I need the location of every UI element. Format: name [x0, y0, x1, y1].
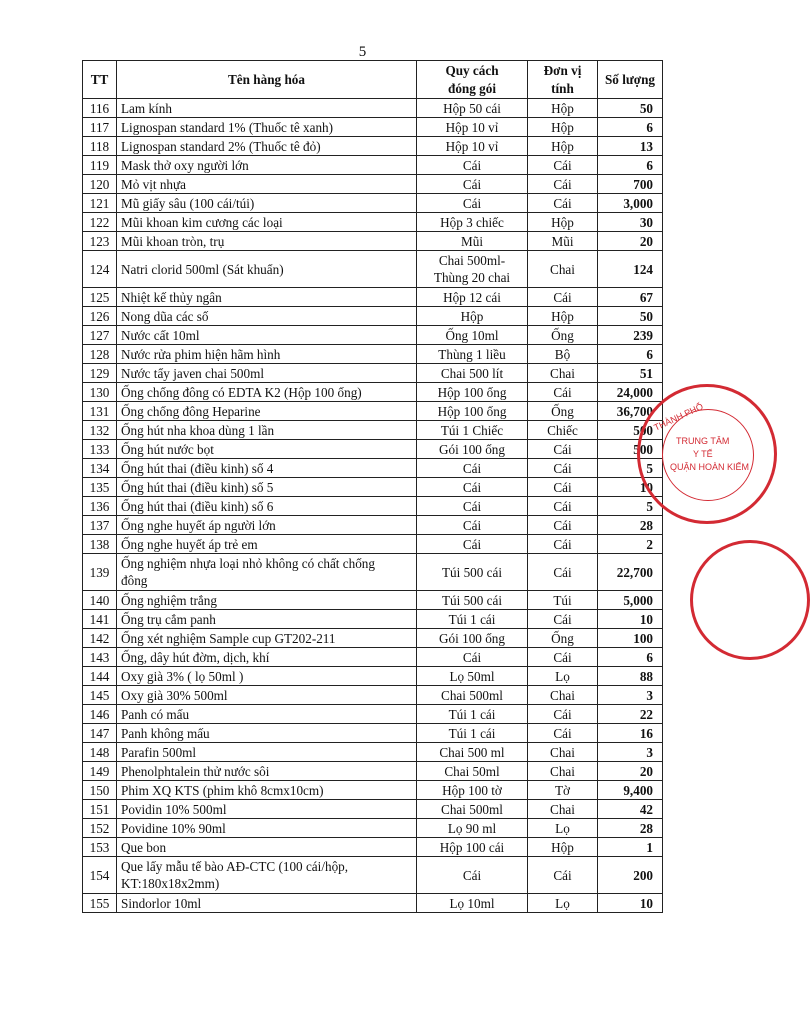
cell-unit: Cái	[528, 194, 598, 213]
cell-packaging: Chai 500 lít	[417, 364, 528, 383]
cell-packaging: Chai 500 ml	[417, 743, 528, 762]
cell-tt: 117	[83, 118, 117, 137]
cell-tt: 140	[83, 591, 117, 610]
cell-quantity: 1	[598, 838, 663, 857]
cell-unit: Cái	[528, 648, 598, 667]
header-quantity: Số lượng	[598, 61, 663, 99]
cell-quantity: 200	[598, 857, 663, 894]
cell-tt: 116	[83, 99, 117, 118]
cell-packaging: Cái	[417, 516, 528, 535]
cell-item-name: Ống xét nghiệm Sample cup GT202-211	[117, 629, 417, 648]
cell-quantity: 22	[598, 705, 663, 724]
table-row	[83, 857, 663, 894]
table-row	[83, 781, 663, 800]
cell-quantity: 67	[598, 288, 663, 307]
cell-unit: Cái	[528, 440, 598, 459]
cell-quantity: 50	[598, 307, 663, 326]
cell-unit: Cái	[528, 705, 598, 724]
table-row	[83, 402, 663, 421]
cell-tt: 143	[83, 648, 117, 667]
cell-quantity: 10	[598, 478, 663, 497]
cell-packaging: Cái	[417, 194, 528, 213]
cell-item-name: Ống hút thai (điều kinh) số 4	[117, 459, 417, 478]
cell-packaging: Túi 1 cái	[417, 705, 528, 724]
cell-quantity: 124	[598, 251, 663, 288]
cell-quantity: 13	[598, 137, 663, 156]
cell-tt: 135	[83, 478, 117, 497]
cell-quantity: 10	[598, 894, 663, 913]
cell-packaging: Hộp 100 ống	[417, 402, 528, 421]
cell-item-name: Lignospan standard 2% (Thuốc tê đỏ)	[117, 137, 417, 156]
cell-unit: Chai	[528, 364, 598, 383]
cell-unit: Bộ	[528, 345, 598, 364]
cell-quantity: 100	[598, 629, 663, 648]
cell-item-name: Sindorlor 10ml	[117, 894, 417, 913]
cell-quantity: 88	[598, 667, 663, 686]
cell-quantity: 42	[598, 800, 663, 819]
header-tt: TT	[83, 61, 117, 99]
cell-item-name: Natri clorid 500ml (Sát khuẩn)	[117, 251, 417, 288]
cell-packaging: Cái	[417, 535, 528, 554]
table-row	[83, 591, 663, 610]
cell-item-name: Lam kính	[117, 99, 417, 118]
cell-quantity: 20	[598, 232, 663, 251]
cell-tt: 128	[83, 345, 117, 364]
cell-item-name: Ống, dây hút đờm, dịch, khí	[117, 648, 417, 667]
cell-tt: 131	[83, 402, 117, 421]
cell-unit: Cái	[528, 383, 598, 402]
table-row	[83, 894, 663, 913]
cell-unit: Chai	[528, 686, 598, 705]
cell-item-name: Mũi khoan kim cương các loại	[117, 213, 417, 232]
cell-unit: Hộp	[528, 118, 598, 137]
cell-packaging: Cái	[417, 857, 528, 894]
table-row	[83, 421, 663, 440]
cell-quantity: 6	[598, 345, 663, 364]
seal-arc-text: THÀNH PHỐ	[652, 401, 705, 433]
cell-packaging: Lọ 50ml	[417, 667, 528, 686]
table-row	[83, 705, 663, 724]
cell-tt: 126	[83, 307, 117, 326]
cell-tt: 118	[83, 137, 117, 156]
cell-unit: Hộp	[528, 213, 598, 232]
cell-tt: 122	[83, 213, 117, 232]
cell-unit: Chai	[528, 762, 598, 781]
cell-quantity: 3	[598, 686, 663, 705]
cell-item-name: Nhiệt kế thủy ngân	[117, 288, 417, 307]
cell-unit: Cái	[528, 554, 598, 591]
table-row	[83, 648, 663, 667]
cell-tt: 130	[83, 383, 117, 402]
cell-packaging: Chai 500ml	[417, 800, 528, 819]
cell-packaging: Hộp 50 cái	[417, 99, 528, 118]
cell-tt: 151	[83, 800, 117, 819]
cell-packaging: Chai 500ml- Thùng 20 chai	[417, 251, 528, 288]
table-row	[83, 516, 663, 535]
cell-quantity: 30	[598, 213, 663, 232]
cell-tt: 148	[83, 743, 117, 762]
cell-tt: 139	[83, 554, 117, 591]
cell-tt: 153	[83, 838, 117, 857]
cell-tt: 146	[83, 705, 117, 724]
cell-packaging: Cái	[417, 478, 528, 497]
cell-quantity: 10	[598, 610, 663, 629]
cell-tt: 145	[83, 686, 117, 705]
cell-quantity: 9,400	[598, 781, 663, 800]
table-row	[83, 326, 663, 345]
cell-packaging: Cái	[417, 175, 528, 194]
cell-quantity: 6	[598, 156, 663, 175]
cell-unit: Cái	[528, 288, 598, 307]
table-row	[83, 497, 663, 516]
cell-quantity: 500	[598, 440, 663, 459]
table-row	[83, 554, 663, 591]
cell-unit: Lọ	[528, 667, 598, 686]
table-row	[83, 686, 663, 705]
cell-item-name: Oxy già 30% 500ml	[117, 686, 417, 705]
header-packaging-line2: đóng gói	[447, 80, 496, 96]
table-row	[83, 213, 663, 232]
cell-item-name: Nong dũa các số	[117, 307, 417, 326]
cell-unit: Cái	[528, 724, 598, 743]
cell-quantity: 16	[598, 724, 663, 743]
cell-quantity: 50	[598, 99, 663, 118]
partial-red-stamp	[690, 540, 810, 660]
cell-unit: Cái	[528, 156, 598, 175]
table-row	[83, 724, 663, 743]
header-unit	[528, 61, 598, 99]
cell-packaging: Hộp 100 tờ	[417, 781, 528, 800]
cell-item-name: Ống chống đông có EDTA K2 (Hộp 100 ống)	[117, 383, 417, 402]
cell-tt: 133	[83, 440, 117, 459]
header-packaging	[417, 61, 528, 99]
cell-quantity: 36,700	[598, 402, 663, 421]
cell-item-name: Mũ giấy sâu (100 cái/túi)	[117, 194, 417, 213]
cell-packaging: Gói 100 ống	[417, 629, 528, 648]
cell-quantity: 28	[598, 819, 663, 838]
cell-packaging: Cái	[417, 459, 528, 478]
cell-tt: 137	[83, 516, 117, 535]
table-row	[83, 156, 663, 175]
cell-quantity: 500	[598, 421, 663, 440]
cell-unit: Cái	[528, 857, 598, 894]
cell-packaging: Gói 100 ống	[417, 440, 528, 459]
cell-packaging: Túi 1 Chiếc	[417, 421, 528, 440]
cell-unit: Cái	[528, 610, 598, 629]
cell-packaging: Hộp 100 ống	[417, 383, 528, 402]
cell-packaging: Túi 1 cái	[417, 610, 528, 629]
cell-tt: 120	[83, 175, 117, 194]
cell-unit: Ống	[528, 326, 598, 345]
cell-tt: 127	[83, 326, 117, 345]
cell-unit: Cái	[528, 175, 598, 194]
table-row	[83, 175, 663, 194]
table-row	[83, 459, 663, 478]
cell-quantity: 20	[598, 762, 663, 781]
cell-unit: Cái	[528, 497, 598, 516]
cell-item-name: Ống trụ cắm panh	[117, 610, 417, 629]
cell-quantity: 3,000	[598, 194, 663, 213]
cell-packaging: Hộp	[417, 307, 528, 326]
table-body	[83, 99, 663, 913]
cell-tt: 123	[83, 232, 117, 251]
cell-item-name: Oxy già 3% ( lọ 50ml )	[117, 667, 417, 686]
cell-item-name: Ống hút nha khoa dùng 1 lần	[117, 421, 417, 440]
cell-tt: 155	[83, 894, 117, 913]
cell-item-name: Panh không mấu	[117, 724, 417, 743]
cell-item-name: Ống hút thai (điều kinh) số 6	[117, 497, 417, 516]
cell-packaging: Lọ 90 ml	[417, 819, 528, 838]
cell-quantity: 6	[598, 648, 663, 667]
cell-unit: Ống	[528, 402, 598, 421]
cell-unit: Cái	[528, 478, 598, 497]
table-row	[83, 364, 663, 383]
cell-item-name: Ống nghe huyết áp người lớn	[117, 516, 417, 535]
cell-tt: 144	[83, 667, 117, 686]
table-row	[83, 629, 663, 648]
page-number: 5	[358, 44, 367, 60]
table-row	[83, 137, 663, 156]
cell-quantity: 239	[598, 326, 663, 345]
cell-quantity: 700	[598, 175, 663, 194]
cell-tt: 149	[83, 762, 117, 781]
cell-unit: Hộp	[528, 99, 598, 118]
table-row	[83, 819, 663, 838]
cell-tt: 119	[83, 156, 117, 175]
cell-tt: 124	[83, 251, 117, 288]
table-row	[83, 307, 663, 326]
cell-tt: 121	[83, 194, 117, 213]
cell-packaging: Hộp 10 vỉ	[417, 137, 528, 156]
cell-item-name: Ống nghiệm nhựa loại nhỏ không có chất chống đông	[117, 554, 417, 591]
table-row	[83, 232, 663, 251]
cell-tt: 154	[83, 857, 117, 894]
table-row	[83, 383, 663, 402]
cell-unit: Hộp	[528, 838, 598, 857]
cell-unit: Lọ	[528, 894, 598, 913]
cell-unit: Ống	[528, 629, 598, 648]
cell-item-name: Que lấy mẫu tế bào AĐ-CTC (100 cái/hộp, KT:180x18x2mm)	[117, 857, 417, 894]
cell-tt: 142	[83, 629, 117, 648]
cell-item-name: Mỏ vịt nhựa	[117, 175, 417, 194]
cell-item-name: Ống chống đông Heparine	[117, 402, 417, 421]
cell-packaging: Chai 500ml	[417, 686, 528, 705]
cell-quantity: 5,000	[598, 591, 663, 610]
cell-tt: 147	[83, 724, 117, 743]
cell-packaging: Thùng 1 liều	[417, 345, 528, 364]
cell-item-name: Phim XQ KTS (phim khô 8cmx10cm)	[117, 781, 417, 800]
cell-packaging: Túi 1 cái	[417, 724, 528, 743]
table-row	[83, 194, 663, 213]
cell-packaging: Ống 10ml	[417, 326, 528, 345]
table-row	[83, 118, 663, 137]
seal-line2: Y TẾ	[693, 449, 713, 459]
cell-item-name: Mask thở oxy người lớn	[117, 156, 417, 175]
cell-unit: Chai	[528, 743, 598, 762]
cell-item-name: Que bon	[117, 838, 417, 857]
cell-item-name: Phenolphtalein thử nước sôi	[117, 762, 417, 781]
table-row	[83, 251, 663, 288]
seal-line1: TRUNG TÂM	[676, 436, 730, 446]
cell-item-name: Ống hút nước bọt	[117, 440, 417, 459]
cell-quantity: 3	[598, 743, 663, 762]
cell-tt: 129	[83, 364, 117, 383]
table-row	[83, 838, 663, 857]
cell-packaging: Mũi	[417, 232, 528, 251]
cell-quantity: 28	[598, 516, 663, 535]
cell-packaging: Hộp 100 cái	[417, 838, 528, 857]
cell-quantity: 2	[598, 535, 663, 554]
header-unit-line2: tính	[551, 80, 574, 96]
cell-item-name: Parafin 500ml	[117, 743, 417, 762]
cell-packaging: Hộp 12 cái	[417, 288, 528, 307]
cell-quantity: 6	[598, 118, 663, 137]
cell-tt: 150	[83, 781, 117, 800]
cell-item-name: Nước cất 10ml	[117, 326, 417, 345]
cell-unit: Chiếc	[528, 421, 598, 440]
cell-tt: 125	[83, 288, 117, 307]
cell-unit: Hộp	[528, 137, 598, 156]
seal-line3: QUẬN HOÀN KIẾM	[670, 462, 750, 472]
cell-packaging: Cái	[417, 648, 528, 667]
cell-item-name: Nước rửa phim hiện hãm hình	[117, 345, 417, 364]
cell-tt: 134	[83, 459, 117, 478]
cell-unit: Cái	[528, 535, 598, 554]
cell-unit: Tờ	[528, 781, 598, 800]
cell-tt: 152	[83, 819, 117, 838]
cell-quantity: 5	[598, 497, 663, 516]
cell-packaging: Lọ 10ml	[417, 894, 528, 913]
cell-unit: Cái	[528, 516, 598, 535]
cell-tt: 141	[83, 610, 117, 629]
cell-item-name: Lignospan standard 1% (Thuốc tê xanh)	[117, 118, 417, 137]
header-packaging-line1: Quy cách	[445, 62, 499, 78]
cell-packaging: Hộp 10 vỉ	[417, 118, 528, 137]
table-row	[83, 288, 663, 307]
cell-packaging: Chai 50ml	[417, 762, 528, 781]
cell-packaging: Túi 500 cái	[417, 591, 528, 610]
cell-unit: Mũi	[528, 232, 598, 251]
header-unit-line1: Đơn vị	[543, 62, 582, 78]
cell-item-name: Nước tẩy javen chai 500ml	[117, 364, 417, 383]
cell-tt: 132	[83, 421, 117, 440]
cell-item-name: Ống nghe huyết áp trẻ em	[117, 535, 417, 554]
cell-packaging: Túi 500 cái	[417, 554, 528, 591]
goods-table	[82, 60, 663, 913]
cell-packaging: Hộp 3 chiếc	[417, 213, 528, 232]
table-row	[83, 667, 663, 686]
cell-unit: Chai	[528, 800, 598, 819]
cell-item-name: Ống nghiệm trắng	[117, 591, 417, 610]
cell-packaging: Cái	[417, 497, 528, 516]
cell-unit: Hộp	[528, 307, 598, 326]
table-row	[83, 478, 663, 497]
cell-tt: 136	[83, 497, 117, 516]
table-header-row	[83, 61, 663, 99]
cell-item-name: Ống hút thai (điều kinh) số 5	[117, 478, 417, 497]
cell-quantity: 5	[598, 459, 663, 478]
table-row	[83, 440, 663, 459]
table-row	[83, 800, 663, 819]
cell-item-name: Povidine 10% 90ml	[117, 819, 417, 838]
table-row	[83, 610, 663, 629]
cell-quantity: 24,000	[598, 383, 663, 402]
cell-unit: Cái	[528, 459, 598, 478]
cell-item-name: Povidin 10% 500ml	[117, 800, 417, 819]
cell-item-name: Panh có mấu	[117, 705, 417, 724]
cell-unit: Lọ	[528, 819, 598, 838]
cell-unit: Chai	[528, 251, 598, 288]
table-row	[83, 743, 663, 762]
table-row	[83, 535, 663, 554]
table-row	[83, 345, 663, 364]
table-row	[83, 762, 663, 781]
cell-quantity: 22,700	[598, 554, 663, 591]
cell-packaging: Cái	[417, 156, 528, 175]
cell-unit: Túi	[528, 591, 598, 610]
table-row	[83, 99, 663, 118]
cell-tt: 138	[83, 535, 117, 554]
cell-item-name: Mũi khoan tròn, trụ	[117, 232, 417, 251]
header-name: Tên hàng hóa	[117, 61, 417, 99]
cell-quantity: 51	[598, 364, 663, 383]
